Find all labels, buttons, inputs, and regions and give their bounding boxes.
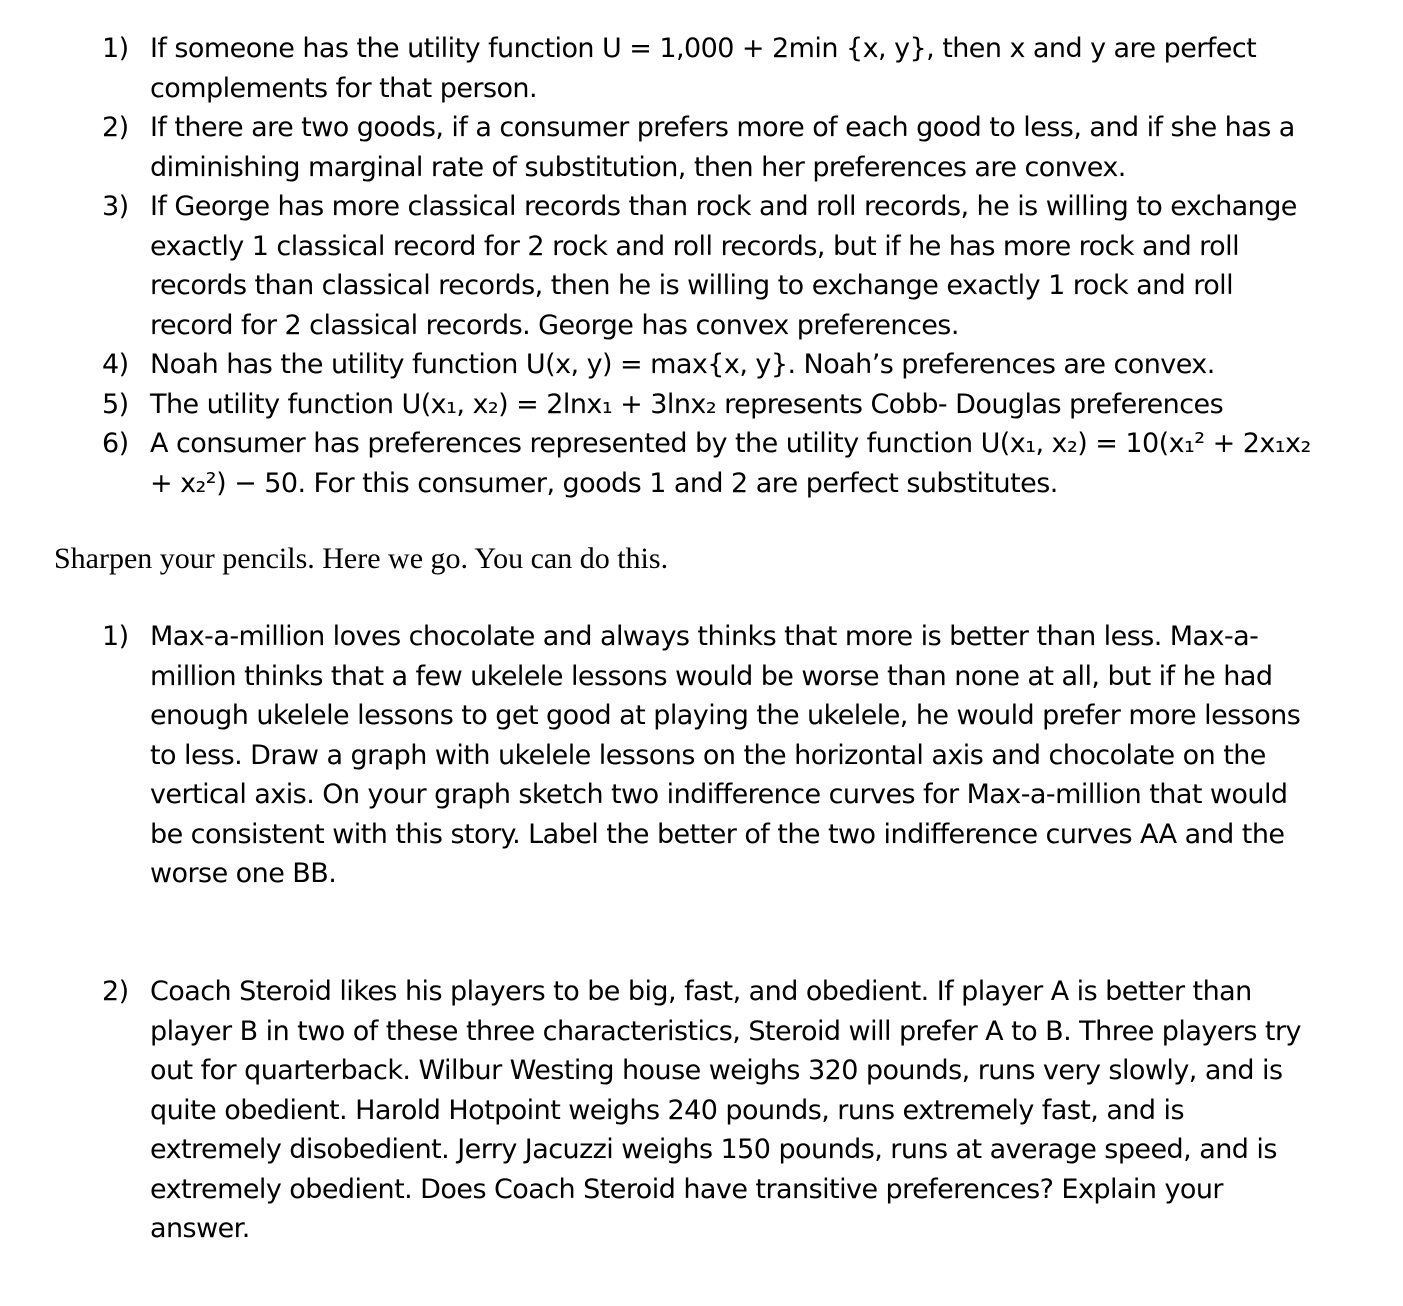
- statement-item: [0, 385, 1403, 425]
- statement-text: The utility function U(x₁, x₂) = 2lnx₁ + 3lnx₂ represents Cobb- Douglas preferences: [150, 388, 1224, 420]
- problem-list: [0, 617, 1403, 894]
- statement-text: If there are two goods, if a consumer prefers more of each good to less, and if she has a diminishing marginal rate of substitution, then her preferences are convex.: [150, 112, 1295, 183]
- statement-item: [0, 424, 1403, 503]
- statement-item: [0, 345, 1403, 385]
- item-number: 6): [102, 428, 129, 459]
- statement-list: [0, 29, 1403, 503]
- item-number: 2): [102, 976, 129, 1007]
- problem-text: Coach Steroid likes his players to be big, fast, and obedient. If player A is better than player B in two of these three characteristics, Steroid will prefer A to B. Three players try out for quarterback. Wilbur Westing house weighs 320 pounds, runs very slowly, and is quite obedient. Harold Hotpoint weighs 240 pounds, runs extremely fast, and is extremely disobedient. Jerry Jacuzzi weighs 150 pounds, runs at average speed, and is extremely obedient. Does Coach Steroid have transitive preferences? Explain your answer.: [150, 976, 1301, 1244]
- statement-item: [0, 29, 1403, 108]
- statement-item: [0, 108, 1403, 187]
- problem-item: [0, 617, 1403, 894]
- statement-text: If someone has the utility function U = 1,000 + 2min {x, y}, then x and y are perfect complements for that person.: [150, 33, 1257, 104]
- item-number: 1): [102, 33, 129, 64]
- statement-text: Noah has the utility function U(x, y) = max{x, y}. Noah’s preferences are convex.: [150, 349, 1215, 380]
- item-number: 3): [102, 191, 129, 222]
- item-number: 5): [102, 388, 129, 420]
- intro-text: Sharpen your pencils. Here we go. You can do this.: [54, 542, 669, 575]
- item-number: 2): [102, 112, 129, 143]
- statement-text: A consumer has preferences represented by the utility function U(x₁, x₂) = 10(x₁² + 2x₁x₂ + x₂²) − 50. For this consumer, goods 1 and 2 are perfect substitutes.: [150, 428, 1311, 499]
- problem-text: Max-a-million loves chocolate and always thinks that more is better than less. Max-a- million thinks that a few ukelele lessons would be worse than none at all, but if he had enough ukelele lessons to get good at playing the ukelele, he would prefer more lessons to less. Draw a graph with ukelele lessons on the horizontal axis and chocolate on the vertical axis. On your graph sketch two indifference curves for Max-a-million that would be consistent with this story. Label the better of the two indifference curves AA and the worse one BB.: [150, 621, 1301, 889]
- problem-list: [0, 972, 1403, 1249]
- item-number: 1): [102, 621, 129, 652]
- statement-text: If George has more classical records than rock and roll records, he is willing to exchange exactly 1 classical record for 2 rock and roll records, but if he has more rock and roll records than classical records, then he is willing to exchange exactly 1 rock and roll record for 2 classical records. George has convex preferences.: [150, 191, 1297, 341]
- statement-item: [0, 187, 1403, 345]
- item-number: 4): [102, 349, 129, 380]
- problem-item: [0, 972, 1403, 1249]
